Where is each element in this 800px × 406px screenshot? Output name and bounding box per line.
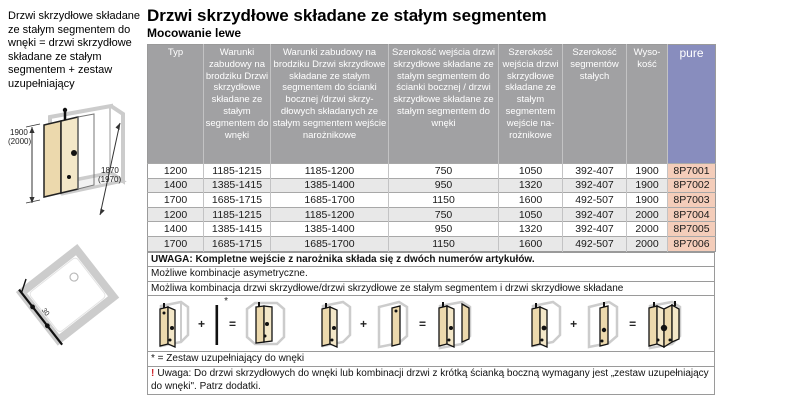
value-cell: 1700 xyxy=(148,236,204,251)
table-row xyxy=(148,207,716,222)
value-cell: 1900 xyxy=(627,164,668,179)
article-code-cell: 8P7004 xyxy=(668,207,716,222)
table-row xyxy=(148,193,716,208)
niche-door-icon xyxy=(242,298,288,350)
value-cell: 1385-1415 xyxy=(204,178,271,193)
value-cell: 1685-1715 xyxy=(204,193,271,208)
value-cell: 1150 xyxy=(389,193,499,208)
col-header-szerokosc-naroznik: Szerokość wejścia drzwi skrzydłowe składane ze stałym segmentem wejście na-rożnikowe xyxy=(499,45,563,164)
value-cell: 950 xyxy=(389,222,499,237)
table-row xyxy=(148,164,716,179)
value-cell: 1200 xyxy=(148,207,204,222)
page-subtitle: Mocowanie lewe xyxy=(147,26,242,40)
col-header-szerokosc-wejscia: Szerokość wejścia drzwi skrzydłowe składane ze stałym segmentem do ścianki bocznej / drzwi skrzydłowe składane ze stałym segmentem do wnęki xyxy=(389,45,499,164)
value-cell: 1385-1415 xyxy=(204,222,271,237)
folding-door-unit-icon xyxy=(152,298,192,350)
col-header-warunki-wneka: Warunki zabudowy na brodziku Drzwi skrzydłowe składane ze stałym segmentem do wnęki xyxy=(204,45,271,164)
value-cell: 1385-1400 xyxy=(271,178,389,193)
corner-enclosure-icon xyxy=(432,298,476,350)
page-title: Drzwi skrzydłowe składane ze stałym segmentem xyxy=(147,6,547,25)
value-cell: 1685-1715 xyxy=(204,236,271,251)
value-cell: 1385-1400 xyxy=(271,222,389,237)
shower-front-view-icon xyxy=(8,101,145,229)
col-header-wysokosc: Wyso-kość xyxy=(627,45,668,164)
value-cell: 1185-1200 xyxy=(271,207,389,222)
plus-sign: + xyxy=(360,316,368,331)
profile-star: * xyxy=(224,295,229,307)
sidebar-description: Drzwi skrzydłowe składane ze stałym segmentem do wnęki = drzwi skrzydłowe składane ze stałym segmentem + zestaw uzupełniający xyxy=(8,10,141,90)
note-asymmetric: Możliwe kombinacje asymetryczne. xyxy=(147,266,715,281)
table-row xyxy=(148,222,716,237)
value-cell: 392-407 xyxy=(563,222,627,237)
article-code-cell: 8P7003 xyxy=(668,193,716,208)
main-content xyxy=(147,5,715,395)
value-cell: 1400 xyxy=(148,178,204,193)
spec-table xyxy=(147,44,716,252)
equals-sign: = xyxy=(229,316,237,331)
footnote-star: * = Zestaw uzupełniający do wnęki xyxy=(147,351,715,366)
value-cell: 2000 xyxy=(627,236,668,251)
combination-diagrams xyxy=(147,295,715,351)
dim-right-alt: (1970) xyxy=(98,175,122,184)
folding-door-sidewall-icon xyxy=(524,298,564,350)
value-cell: 1150 xyxy=(389,236,499,251)
value-cell: 1185-1200 xyxy=(271,164,389,179)
col-header-typ: Typ xyxy=(148,45,204,164)
value-cell: 1185-1215 xyxy=(204,207,271,222)
article-code-cell: 8P7002 xyxy=(668,178,716,193)
value-cell: 1900 xyxy=(627,178,668,193)
double-door-corner-icon xyxy=(642,298,686,350)
plus-sign: + xyxy=(570,316,578,331)
value-cell: 1200 xyxy=(148,164,204,179)
shower-plan-view-icon xyxy=(8,231,145,373)
value-cell: 1700 xyxy=(148,193,204,208)
side-panel-icon xyxy=(373,298,413,350)
notes-block xyxy=(147,252,715,395)
value-cell: 1050 xyxy=(499,164,563,179)
folding-door-unit-icon xyxy=(314,298,354,350)
niche-profile xyxy=(211,295,229,350)
folding-door-tray-icon xyxy=(583,298,623,350)
value-cell: 1600 xyxy=(499,236,563,251)
col-header-segmenty-stale: Szerokość segmentów stałych xyxy=(563,45,627,164)
value-cell: 1050 xyxy=(499,207,563,222)
value-cell: 1600 xyxy=(499,193,563,208)
value-cell: 1320 xyxy=(499,222,563,237)
table-row xyxy=(148,236,716,251)
dim-right-value: 1870 xyxy=(101,166,119,175)
col-header-warunki-scianka: Warunki zabudowy na brodziku Drzwi skrzydłowe składane ze stałym segmentem do ścianki bocznej /drzwi skrzy-dłowych składanych ze stałym segmentem wejście narożnikowe xyxy=(271,45,389,164)
value-cell: 1400 xyxy=(148,222,204,237)
warning-exclamation-icon: ! xyxy=(151,367,155,379)
value-cell: 1320 xyxy=(499,178,563,193)
value-cell: 1685-1700 xyxy=(271,236,389,251)
header-row xyxy=(148,45,716,164)
value-cell: 392-407 xyxy=(563,207,627,222)
col-header-pure: pure xyxy=(668,45,716,164)
value-cell: 750 xyxy=(389,164,499,179)
combo-group-niche xyxy=(152,295,288,350)
combo-group-two-doors xyxy=(524,298,686,350)
note-combination: Możliwa kombinacja drzwi skrzydłowe/drzwi skrzydłowe ze stałym segmentem i drzwi skrzydłowe składane xyxy=(147,281,715,296)
article-code-cell: 8P7006 xyxy=(668,236,716,251)
value-cell: 392-407 xyxy=(563,164,627,179)
value-cell: 392-407 xyxy=(563,178,627,193)
sidebar xyxy=(8,10,145,373)
value-cell: 492-507 xyxy=(563,193,627,208)
value-cell: 950 xyxy=(389,178,499,193)
article-code-cell: 8P7005 xyxy=(668,222,716,237)
value-cell: 1685-1700 xyxy=(271,193,389,208)
table-body xyxy=(148,164,716,252)
warning-note xyxy=(147,366,715,394)
value-cell: 750 xyxy=(389,207,499,222)
warning-text: Uwaga: Do drzwi skrzydłowych do wnęki lub kombinacji drzwi z krótką ścianką boczną wymagany jest „zestaw uzupełniający do wnęki". Patrz dodatki. xyxy=(151,367,709,393)
value-cell: 2000 xyxy=(627,222,668,237)
article-code-cell: 8P7001 xyxy=(668,164,716,179)
table-row xyxy=(148,178,716,193)
equals-sign: = xyxy=(419,316,427,331)
front-view-diagram xyxy=(8,101,145,229)
plan-dim: 30 xyxy=(39,307,51,318)
plus-sign: + xyxy=(198,316,206,331)
note-uwaga: UWAGA: Kompletne wejście z narożnika składa się z dwóch numerów artykułów. xyxy=(147,252,715,267)
wall-profile-icon xyxy=(211,298,223,350)
plan-view-diagram xyxy=(8,231,145,373)
value-cell: 1185-1215 xyxy=(204,164,271,179)
equals-sign: = xyxy=(629,316,637,331)
dim-left-alt: (2000) xyxy=(8,137,32,146)
value-cell: 492-507 xyxy=(563,236,627,251)
value-cell: 1900 xyxy=(627,193,668,208)
combo-group-side-panel xyxy=(314,298,476,350)
dim-left-value: 1900 xyxy=(10,128,28,137)
value-cell: 2000 xyxy=(627,207,668,222)
